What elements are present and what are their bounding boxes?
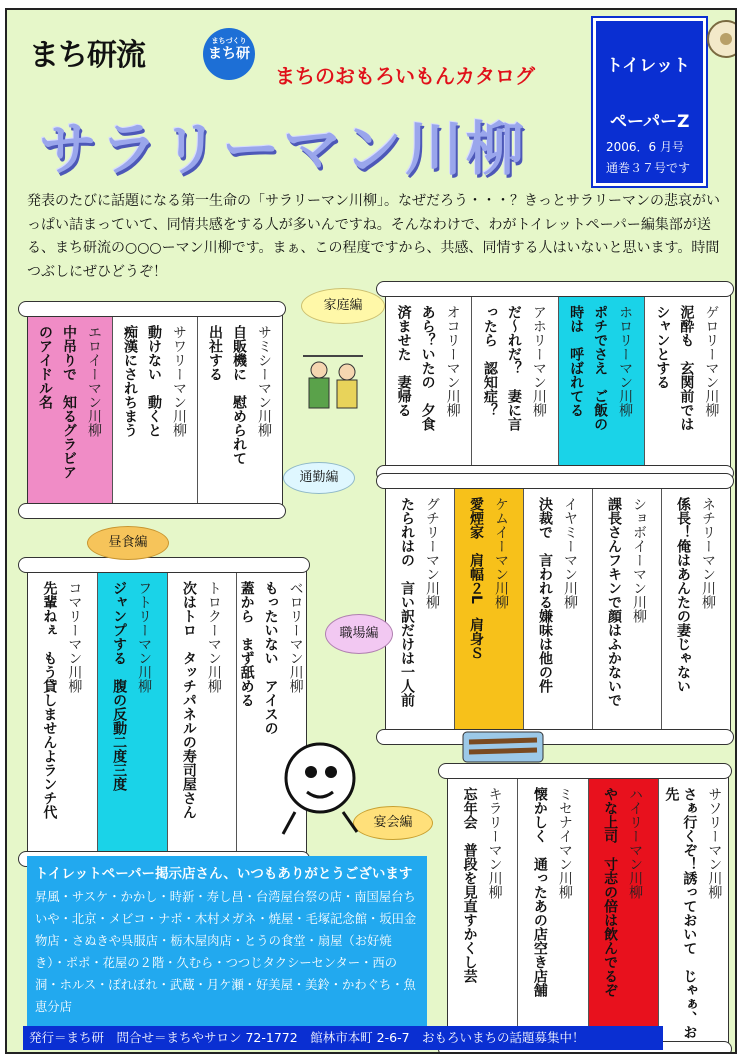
scroll-curl [376,473,734,489]
senryu-author: ゲロリーマン川柳 [703,305,720,417]
tag-shokuba: 職場編 [325,614,393,654]
scroll-curl [376,281,734,297]
enkai-scroll [447,772,729,1048]
scroll-curl [18,301,286,317]
senryu-card [448,779,517,1041]
badge-text: まち研 [208,46,250,62]
senryu-author: トロクーマン川柳 [205,581,222,693]
senryu-card [28,317,112,503]
senryu-author: アホリーマン川柳 [530,305,547,417]
senryu-verse: 痴漢にされちまう [122,325,138,437]
senryu-verse: 決裁で 言われる嫌味は他の件 [537,497,553,693]
senryu-card [588,779,658,1041]
senryu-card [558,297,644,465]
senryu-author: エロイーマン川柳 [86,325,102,437]
senryu-card [197,317,282,503]
senryu-card [661,489,730,729]
senryu-card [644,297,730,465]
yakitori-illustration [459,722,547,768]
brand-title: まち研流 [29,38,145,73]
tsukin-scroll [27,310,283,510]
senryu-verse: だ～れだ？ 妻に言 [505,305,522,431]
senryu-author: ネチリーマン川柳 [700,497,716,609]
sponsor-list: 昇風・サスケ・かかし・時新・寿し昌・台湾屋台祭の店・南国屋台ちいや・北京・メビコ・ナポ・木村メガネ・焼屋・毛塚記念館・坂田金物店・さぬきや呉服店・栃木屋肉店・とうの食堂・扇屋（お好焼き）・ポポ・花屋の２階・久むら・つつじタクシーセンター・西の洞・ホルス・ぽれぽれ・武蔵・月ケ瀬・好美屋・美鈴・かわぐち・魚恵分店 [35,890,417,1014]
senryu-author: サワリーマン川柳 [171,325,187,437]
senryu-verse: 係長！俺はあんたの妻じゃない [675,497,691,693]
tag-enkai: 宴会編 [353,806,433,840]
senryu-verse: 蓋から まず舐める [238,581,255,707]
senryu-author: フトリーマン川柳 [136,581,153,693]
senryu-author: ショボイーマン川柳 [631,497,647,623]
senryu-columns [28,317,282,503]
senryu-verse: 課長さんフキンで顔はふかないで [606,497,622,707]
footer-bar: 発行＝まち研 問合せ＝まちやサロン 72-1772 館林市本町 2-6-7 おもろいまちの話題募集中！ [23,1026,663,1050]
intro-text: 発表のたびに話題になる第一生命の「サラリーマン川柳」。なぜだろう・・・？きっとサラリーマンの悲哀がいっぱい詰まっていて、同情共感をする人が多いんですね。そんなわけで、わがトイレットペーパー編集部が送る、まち研流の○○○ーマン川柳です。まぁ、この程度ですから、共感、同情する人はいないと思います。時間つぶしにぜひどうぞ！ [27,193,720,280]
senryu-author: ベロリーマン川柳 [287,581,304,693]
senryu-verse: ったら 認知症？ [481,305,498,417]
senryu-verse: 次はトロ タッチパネルの寿司屋さん [180,581,197,819]
senryu-card [97,573,167,851]
senryu-card [658,779,728,1041]
katei-scroll [385,290,731,472]
main-title: サラリーマン川柳 [39,115,528,183]
senryu-verse: 中吊りで 知るグラビア [61,325,77,479]
senryu-verse: やな上司 寸志の倍は飲んでるぞ [602,787,619,997]
senryu-verse: 時は 呼ばれてる [568,305,585,417]
senryu-author: オコリーマン川柳 [444,305,461,417]
machiken-badge [203,28,255,80]
senryu-verse: のアイドル名 [37,325,53,409]
senryu-verse: 忘年会 普段を見直すかくし芸 [461,787,478,983]
senryu-card [471,297,557,465]
senryu-verse: さぁ行くぞ！誘っておいて じゃぁ、お先 [663,787,698,1039]
scroll-curl [18,503,286,519]
senryu-verse: 先輩ねぇ もう貸しませんよランチ代 [41,581,58,819]
senryu-author: ミセナイマン川柳 [556,787,573,899]
senryu-verse: ジャンプする 腹の反動二度三度 [111,581,128,791]
catalog-subtitle: まちのおもろいもんカタログ [275,64,535,88]
issue-line1: トイレット [606,56,690,76]
newsletter-page [5,8,737,1054]
senryu-verse: ポチでさえ ご飯の [592,305,609,431]
tag-tsukin: 通勤編 [283,462,355,494]
toilet-paper-icon [707,20,737,58]
senryu-verse: たられはの 言い訳だけは一人前 [399,497,415,707]
senryu-author: ハイリーマン川柳 [627,787,644,899]
senryu-verse: もったいない アイスの [262,581,279,735]
tag-katei: 家庭編 [301,288,385,324]
senryu-card [386,489,454,729]
issue-line2: ペーパーZ [610,112,690,132]
scroll-curl [18,557,310,573]
senryu-card [28,573,97,851]
senryu-card [523,489,592,729]
senryu-author: コマリーマン川柳 [66,581,83,693]
senryu-author: グチリーマン川柳 [424,497,440,609]
senryu-author: ケムイーマン川柳 [493,497,509,609]
senryu-card [386,297,471,465]
senryu-verse: 愛煙家 肩幅２L 肩身Ｓ [468,497,484,660]
senryu-card [454,489,523,729]
senryu-verse: シャンとする [654,305,671,389]
senryu-card [167,573,237,851]
commuter-illustration [297,350,369,412]
badge-small-text: まちづくり [211,37,247,45]
issue-box [593,18,706,186]
shokuba-scroll [385,482,731,736]
senryu-author: サミシーマン川柳 [256,325,272,437]
senryu-author: サソリーマン川柳 [706,787,723,899]
senryu-columns [448,779,728,1041]
senryu-author: イヤミーマン川柳 [562,497,578,609]
senryu-card [112,317,197,503]
commuters-icon [297,350,369,412]
scroll-curl [376,729,734,745]
senryu-verse: 懐かしく 通ったあの店空き店舗 [531,787,548,997]
tag-chushoku: 昼食編 [87,526,169,560]
sponsor-heading: トイレットペーパー掲示店さん、いつもありがとうございます [35,866,413,882]
senryu-verse: 出社する [207,325,223,381]
senryu-card [592,489,661,729]
senryu-author: ホロリーマン川柳 [617,305,634,417]
running-character [265,730,375,840]
senryu-verse: 済ませた 妻帰る [395,305,412,417]
senryu-verse: 自販機に 慰められて [231,325,247,465]
senryu-columns [386,297,730,465]
senryu-columns [386,489,730,729]
running-man-icon [265,730,375,840]
senryu-author: キラリーマン川柳 [486,787,503,899]
sponsor-box [27,856,427,1026]
issue-number: 通巻３７号です [606,161,691,175]
senryu-verse: 泥酔も 玄関前では [678,305,695,431]
senryu-card [517,779,587,1041]
yakitori-icon [459,722,547,768]
senryu-verse: あら？いたの 夕食 [419,305,436,431]
issue-date: 2006．6 月号 [606,140,684,154]
senryu-verse: 動けない 動くと [146,325,162,437]
